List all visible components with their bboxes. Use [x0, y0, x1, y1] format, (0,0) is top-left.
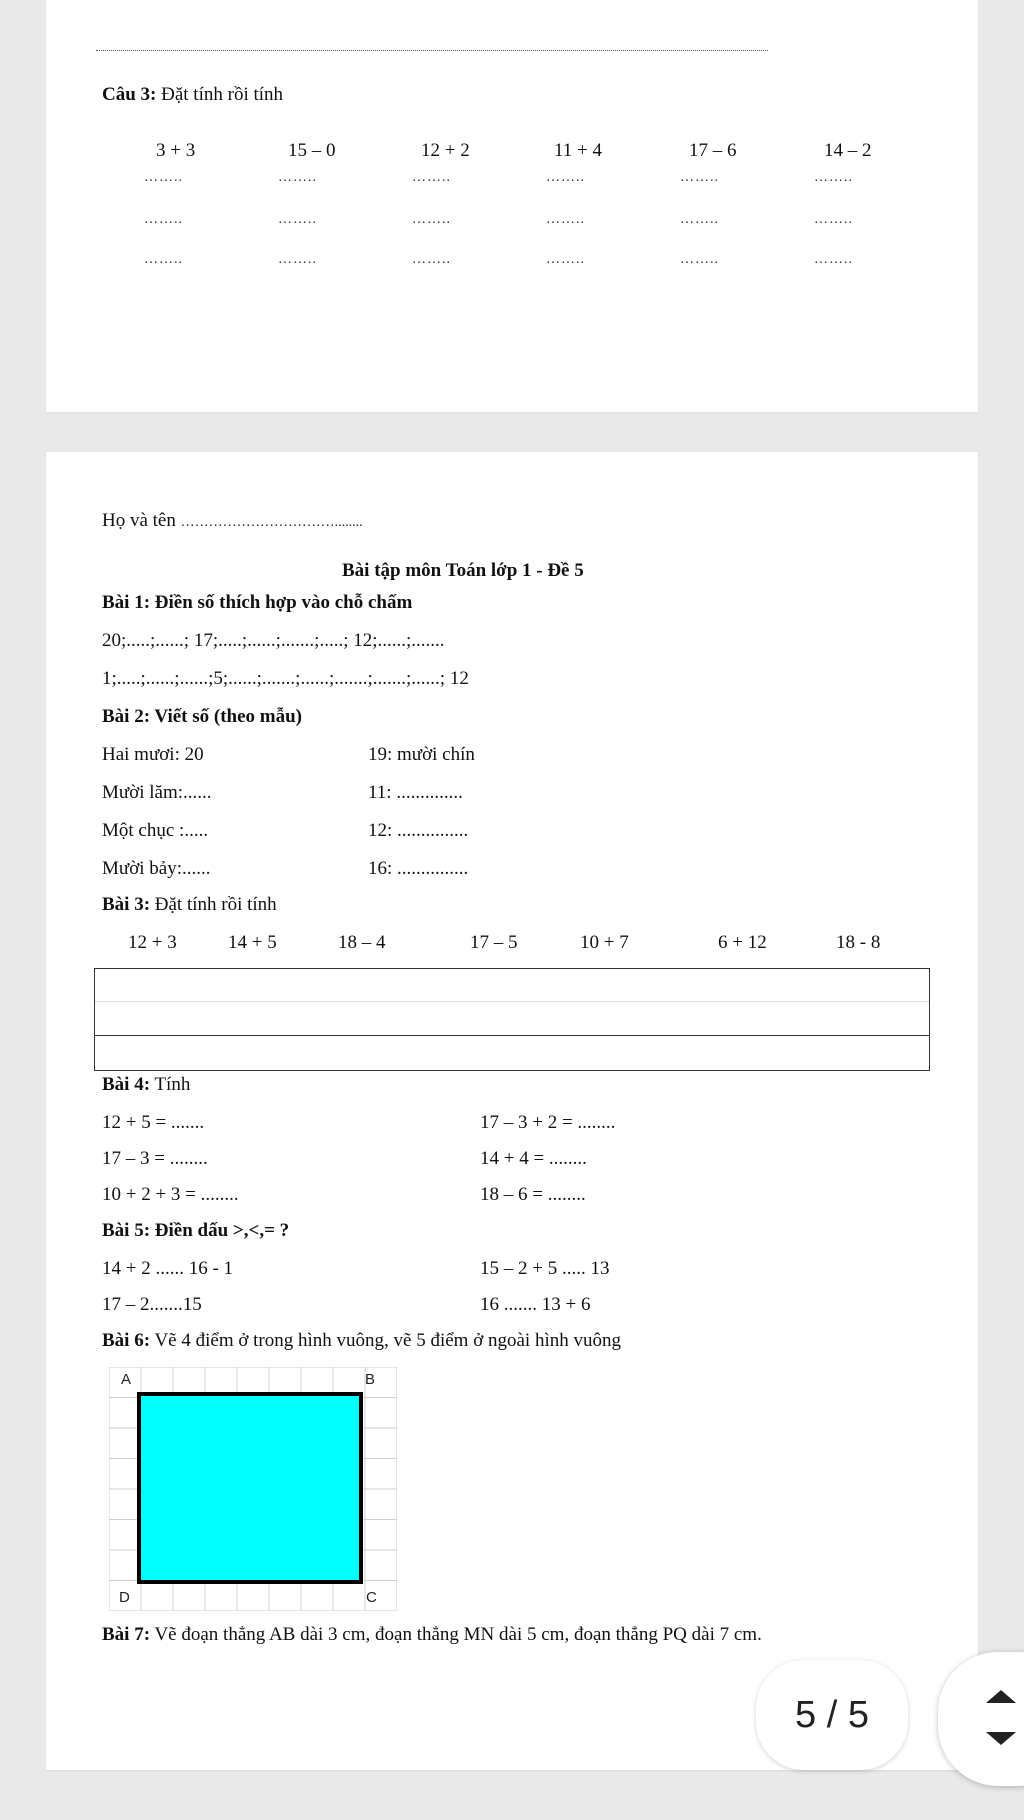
problem: 12 + 2 [421, 140, 470, 161]
bai2-left-item: Mười lăm:...... [102, 782, 212, 803]
document-page-4 [46, 0, 978, 412]
answer-slot-dots: …….. [412, 212, 451, 227]
bai4-right-item: 17 – 3 + 2 = ........ [480, 1112, 616, 1133]
problem: 3 + 3 [156, 140, 196, 161]
problem: 11 + 4 [554, 140, 603, 161]
cyan-square [139, 1394, 361, 1582]
grid-line [94, 1035, 930, 1036]
grid-line [94, 968, 930, 969]
answer-slot-dots: …….. [144, 212, 183, 227]
bai4-left-item: 10 + 2 + 3 = ........ [102, 1184, 239, 1205]
answer-slot-dots: …….. [278, 170, 317, 185]
corner-label-c: C [366, 1589, 377, 1606]
bai2-heading: Bài 2: Viết số (theo mẫu) [102, 706, 303, 727]
cau3-text: Đặt tính rồi tính [161, 84, 284, 105]
grid-line [94, 968, 95, 1070]
answer-slot-dots: …….. [144, 170, 183, 185]
problem: 14 – 2 [824, 140, 872, 161]
problem: 18 - 8 [836, 932, 881, 953]
page-indicator-text: 5 / 5 [795, 1693, 869, 1736]
problem: 17 – 5 [470, 932, 518, 953]
problem: 18 – 4 [338, 932, 386, 953]
bai7-text: Vẽ đoạn thẳng AB dài 3 cm, đoạn thẳng MN dài 5 cm, đoạn thẳng PQ dài 7 cm. [154, 1624, 762, 1645]
document-page-5 [46, 452, 978, 1770]
bai2-right-item: 12: ............... [368, 820, 469, 841]
bai7-heading [102, 1624, 762, 1646]
answer-slot-dots: …….. [278, 252, 317, 267]
bai2-right-item: 11: .............. [368, 782, 463, 803]
answer-slot-dots: …….. [814, 212, 853, 227]
answer-slot-dots: …….. [412, 252, 451, 267]
answer-slot-dots: …….. [814, 170, 853, 185]
bai4-right-item: 18 – 6 = ........ [480, 1184, 586, 1205]
problem: 6 + 12 [718, 932, 767, 953]
bai4-heading [102, 1074, 190, 1096]
bai2-right-item: 19: mười chín [368, 744, 475, 765]
corner-label-d: D [119, 1589, 130, 1606]
bai2-right-item: 16: ............... [368, 858, 469, 879]
bai4-left-item: 17 – 3 = ........ [102, 1148, 208, 1169]
answer-slot-dots: …….. [546, 252, 585, 267]
bai3-answer-grid [94, 968, 930, 1072]
triangle-down-icon[interactable] [986, 1732, 1016, 1745]
answer-slot-dots: …….. [144, 252, 183, 267]
worksheet-title: Bài tập môn Toán lớp 1 - Đề 5 [342, 560, 584, 581]
problem: 15 – 0 [288, 140, 336, 161]
answer-slot-dots: …….. [680, 212, 719, 227]
square-grid [109, 1367, 397, 1611]
name-line [102, 510, 363, 532]
bai5-left-item: 14 + 2 ...... 16 - 1 [102, 1258, 234, 1279]
grid-line [929, 968, 930, 1070]
bai6-label: Bài 6: [102, 1330, 151, 1351]
problem: 14 + 5 [228, 932, 277, 953]
answer-slot-dots: …….. [814, 252, 853, 267]
bai6-heading [102, 1330, 621, 1352]
problem: 10 + 7 [580, 932, 629, 953]
bai7-label: Bài 7: [102, 1624, 151, 1645]
name-label: Họ và tên [102, 510, 176, 531]
bai3-heading [102, 894, 277, 916]
bai5-right-item: 15 – 2 + 5 ..... 13 [480, 1258, 610, 1279]
answer-slot-dots: …….. [546, 212, 585, 227]
bai1-line1: 20;.....;......; 17;.....;......;.......;.....; 12;......;....... [102, 630, 445, 651]
problem: 12 + 3 [128, 932, 177, 953]
bai4-left-item: 12 + 5 = ....... [102, 1112, 205, 1133]
answer-slot-dots: …….. [278, 212, 317, 227]
bai2-left-item: Hai mươi: 20 [102, 744, 204, 765]
bai2-left-item: Mười bảy:...... [102, 858, 211, 879]
name-dots: ……………………………........ [180, 515, 363, 530]
problem: 17 – 6 [689, 140, 737, 161]
triangle-up-icon[interactable] [986, 1690, 1016, 1703]
bai3-text: Đặt tính rồi tính [154, 894, 277, 915]
cau3-heading [102, 84, 283, 106]
bai5-left-item: 17 – 2.......15 [102, 1294, 202, 1315]
bai1-line2: 1;.....;......;......;5;......;.......;......;.......;.......;......; 12 [102, 668, 469, 689]
answer-slot-dots: …….. [680, 252, 719, 267]
corner-label-b: B [365, 1371, 376, 1388]
bai4-label: Bài 4: [102, 1074, 151, 1095]
grid-line [94, 1001, 930, 1002]
bai5-heading: Bài 5: Điền dấu >,<,= ? [102, 1220, 290, 1241]
bai4-text: Tính [154, 1074, 191, 1095]
bai4-right-item: 14 + 4 = ........ [480, 1148, 587, 1169]
cau3-label: Câu 3: [102, 84, 157, 105]
answer-slot-dots: …….. [680, 170, 719, 185]
bai2-left-item: Một chục :..... [102, 820, 209, 841]
corner-label-a: A [121, 1371, 132, 1388]
bai1-heading: Bài 1: Điền số thích hợp vào chỗ chấm [102, 592, 413, 613]
answer-slot-dots: …….. [412, 170, 451, 185]
bai5-right-item: 16 ....... 13 + 6 [480, 1294, 591, 1315]
answer-slot-dots: …….. [546, 170, 585, 185]
grid-line [94, 1070, 930, 1071]
bai3-label: Bài 3: [102, 894, 151, 915]
answer-dotted-line [96, 50, 768, 51]
bai6-square-figure [109, 1367, 397, 1611]
page-indicator [756, 1660, 908, 1770]
bai6-text: Vẽ 4 điểm ở trong hình vuông, vẽ 5 điểm ở ngoài hình vuông [154, 1330, 621, 1351]
